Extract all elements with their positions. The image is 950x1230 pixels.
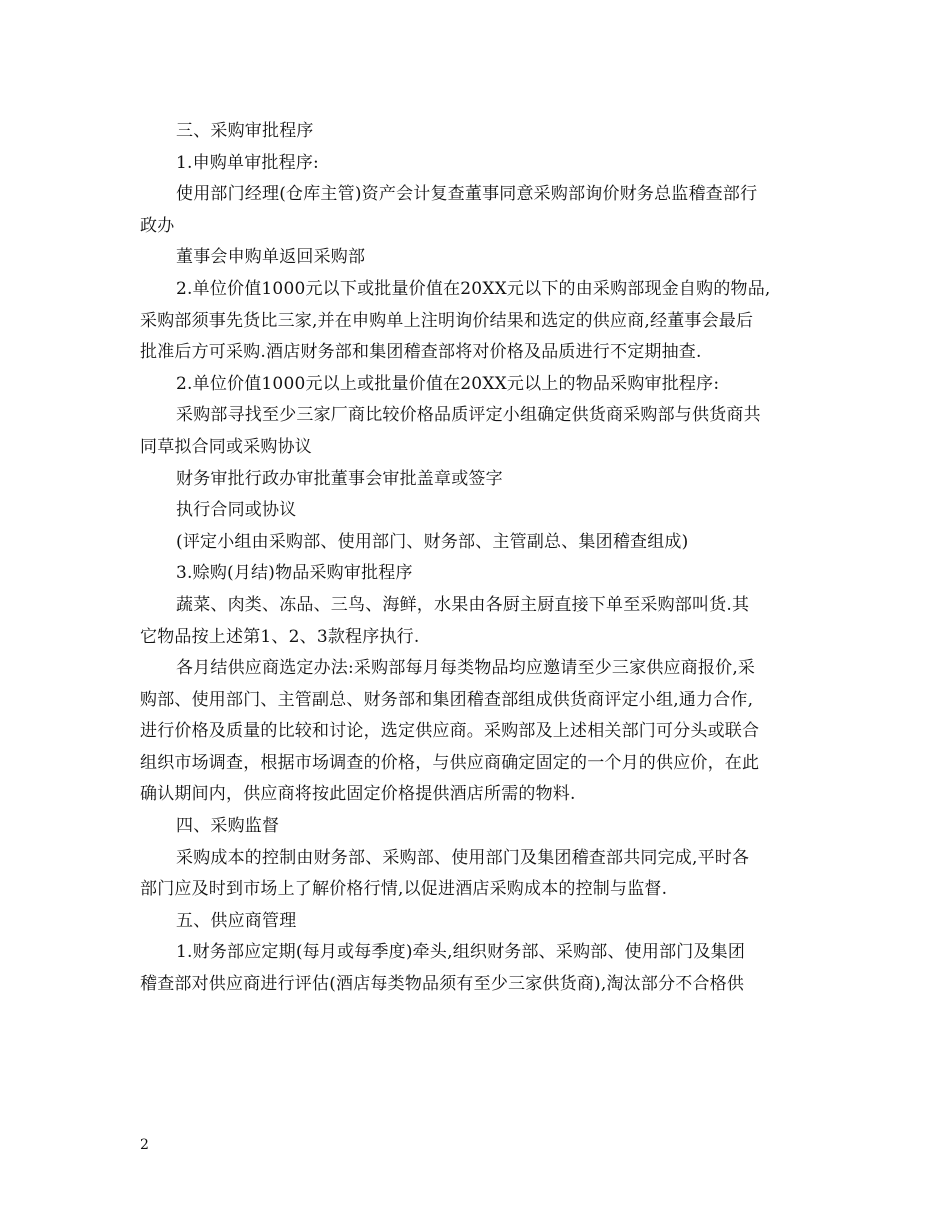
document-body [140,116,820,1001]
text-line: 购部、使用部门、主管副总、财务部和集团稽查部组成供货商评定小组,通力合作, [140,689,754,710]
text-line: 采购部寻找至少三家厂商比较价格品质评定小组确定供货商采购部与供货商共 [176,405,761,426]
text-line: 它物品按上述第1、2、3款程序执行. [140,626,420,647]
text-line: 部门应及时到市场上了解价格行情,以促进酒店采购成本的控制与监督. [140,879,668,900]
text-line: 三、采购审批程序 [176,121,314,141]
text-line: 同草拟合同或采购协议 [140,436,312,457]
text-line: 采购部须事先货比三家,并在申购单上注明询价结果和选定的供应商,经董事会最后 [140,310,754,331]
text-line: 稽查部对供应商进行评估(酒店每类物品须有至少三家供货商),淘汰部分不合格供 [140,974,745,995]
text-line: 2.单位价值1000元以上或批量价值在20XX元以上的物品采购审批程序: [176,373,720,394]
text-line: 采购成本的控制由财务部、采购部、使用部门及集团稽查部共同完成,平时各 [176,847,750,868]
text-line: 蔬菜、肉类、冻品、三鸟、海鲜，水果由各厨主厨直接下单至采购部叫货.其 [176,594,750,615]
text-line: 董事会申购单返回采购部 [176,247,366,268]
text-line: 政办 [140,215,175,236]
text-line: 2.单位价值1000元以下或批量价值在20XX元以下的由采购部现金自购的物品, [176,278,771,299]
text-line: 确认期间内，供应商将按此固定价格提供酒店所需的物料. [140,784,576,805]
text-line: 3.赊购(月结)物品采购审批程序 [176,563,413,584]
page-number: 2 [140,1137,149,1153]
text-line: 五、供应商管理 [176,910,297,931]
text-line: 1.申购单审批程序: [176,152,319,173]
text-line: 财务审批行政办审批董事会审批盖章或签字 [176,468,503,489]
text-line: 使用部门经理(仓库主管)资产会计复查董事同意采购部询价财务总监稽查部行 [176,184,758,205]
text-line: 批准后方可采购.酒店财务部和集团稽查部将对价格及品质进行不定期抽查. [140,342,702,363]
text-line: 1.财务部应定期(每月或每季度)牵头,组织财务部、采购部、使用部门及集团 [176,942,746,963]
text-line: 各月结供应商选定办法:采购部每月每类物品均应邀请至少三家供应商报价,采 [176,658,756,679]
text-line: 组织市场调查，根据市场调查的价格，与供应商确定固定的一个月的供应价，在此 [140,752,760,773]
text-line: 四、采购监督 [176,816,280,837]
text-line: 进行价格及质量的比较和讨论，选定供应商。采购部及上述相关部门可分头或联合 [140,721,760,742]
text-line: (评定小组由采购部、使用部门、财务部、主管副总、集团稽查组成) [176,531,689,552]
text-line: 执行合同或协议 [176,500,297,521]
